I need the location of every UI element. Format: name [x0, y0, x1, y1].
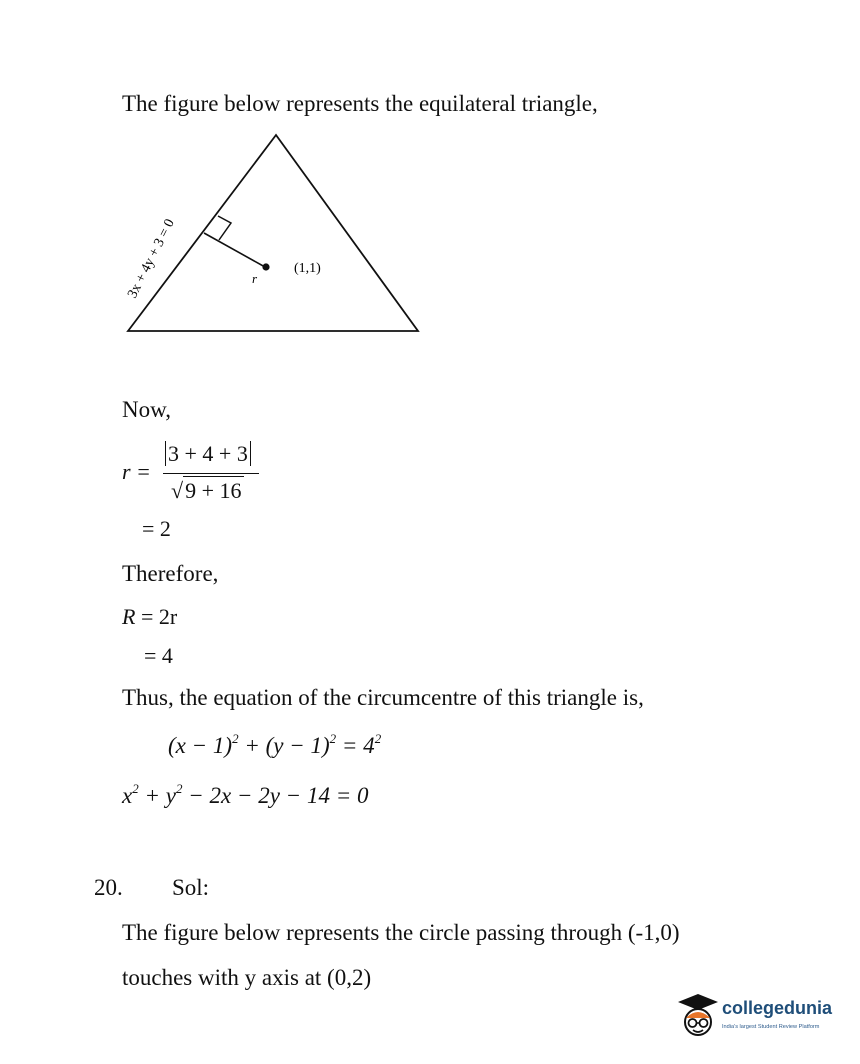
triangle-figure: [110, 125, 430, 345]
right-angle-marker: [218, 216, 231, 240]
circle-equation: $(x - 1)^2 + (y - 1)^2 = 4^2$: [168, 731, 382, 758]
inradius-line: [204, 233, 265, 267]
r-result: = 2: [142, 516, 171, 541]
logo-brand-text: collegedunia: [722, 998, 833, 1018]
fraction-bar: [163, 473, 259, 474]
centre-point: [262, 263, 269, 270]
r-denominator: √9 + 16: [171, 478, 242, 503]
graduate-icon: [676, 992, 720, 1044]
point-label: (1,1): [294, 261, 321, 276]
solution-label: Sol:: [172, 875, 210, 900]
question-line-1: The figure below represents the circle passing through (-1,0): [122, 920, 680, 945]
intro-text: The figure below represents the equilateral triangle,: [122, 91, 598, 116]
r-label: r: [252, 271, 258, 286]
R-formula: R = 2r: [122, 604, 178, 629]
question-line-2: touches with y axis at (0,2): [122, 965, 372, 990]
r-fraction: [163, 441, 263, 507]
expanded-equation: $x^2 + y^2 - 2x - 2y - 14 = 0$: [122, 781, 369, 808]
line-equation-label: 3x + 4y + 3 = 0: [125, 216, 178, 301]
logo-tagline: India's largest Student Review Platform: [722, 1024, 820, 1030]
r-lhs: r =: [122, 459, 151, 484]
collegedunia-logo: [676, 990, 852, 1050]
thus-text: Thus, the equation of the circumcentre of this triangle is,: [122, 685, 644, 710]
question-number: 20.: [94, 875, 123, 900]
now-text: Now,: [122, 397, 171, 422]
therefore-text: Therefore,: [122, 561, 219, 586]
R-result: = 4: [144, 643, 173, 668]
r-numerator: 3 + 4 + 3: [165, 441, 251, 467]
